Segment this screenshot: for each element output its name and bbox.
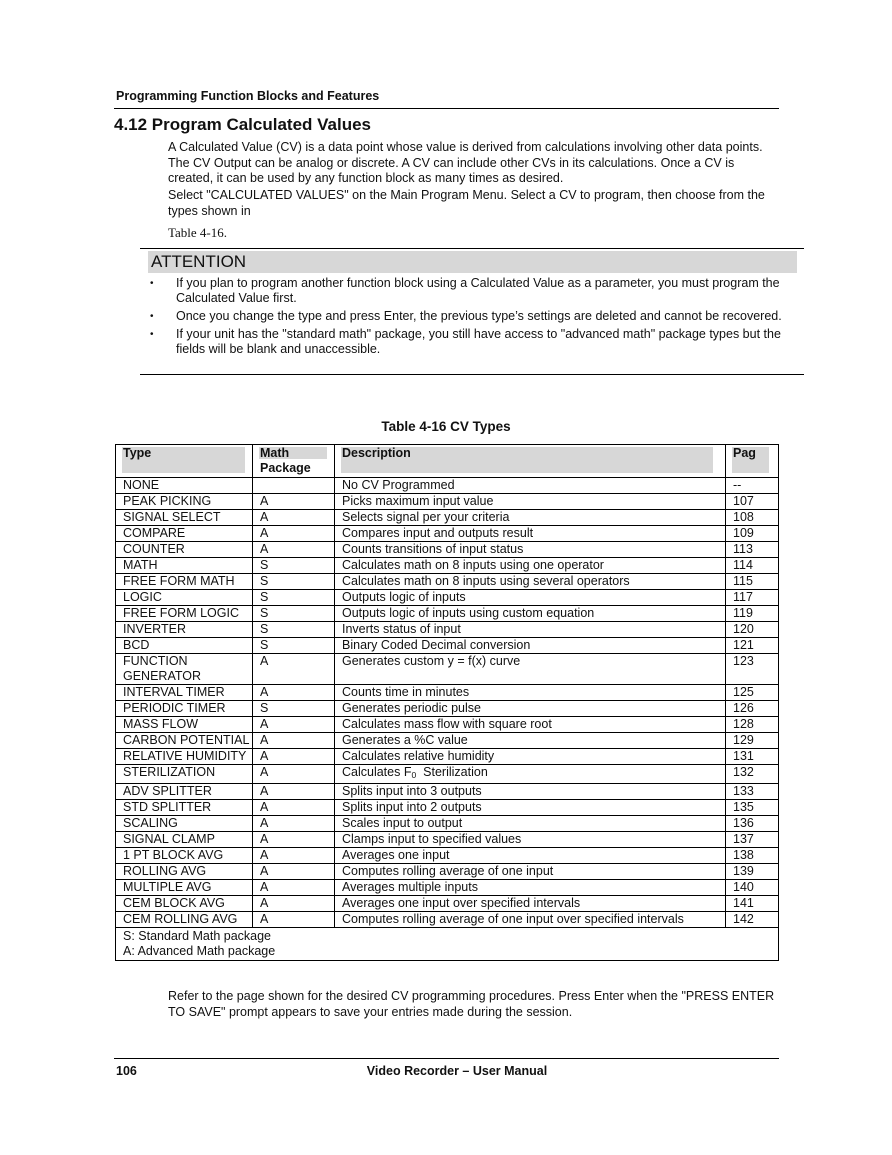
table-row xyxy=(116,717,779,733)
table-row xyxy=(116,816,779,832)
closing-paragraph: Refer to the page shown for the desired CV programming procedures. Press Enter when the "PRESS ENTER TO SAVE" prompt appears to save your entries made during the session. xyxy=(168,989,775,1019)
cell-math: S xyxy=(253,590,335,606)
cell-math: A xyxy=(253,864,335,880)
subscript: 0 xyxy=(411,770,417,780)
attention-top-rule xyxy=(140,248,804,249)
cell-math: A xyxy=(253,510,335,526)
cell-description: Splits input into 3 outputs xyxy=(335,784,726,800)
cell-type: LOGIC xyxy=(116,590,253,606)
cell-description: Averages one input over specified intervals xyxy=(335,896,726,912)
table-row xyxy=(116,701,779,717)
cell-page: 141 xyxy=(726,896,779,912)
cell-description: Counts time in minutes xyxy=(335,685,726,701)
table-row xyxy=(116,510,779,526)
page-number: 106 xyxy=(116,1064,137,1078)
table-footnote xyxy=(116,928,779,961)
cell-type: PEAK PICKING xyxy=(116,494,253,510)
cell-description: Computes rolling average of one input xyxy=(335,864,726,880)
cell-math: S xyxy=(253,638,335,654)
header-description: Description xyxy=(335,445,726,478)
cell-math: S xyxy=(253,606,335,622)
cell-page: 126 xyxy=(726,701,779,717)
header-rule xyxy=(114,108,779,109)
cell-type: PERIODIC TIMER xyxy=(116,701,253,717)
table-row xyxy=(116,800,779,816)
cell-math: A xyxy=(253,654,335,685)
cell-page: 131 xyxy=(726,749,779,765)
table-row xyxy=(116,558,779,574)
cell-description: Calculates math on 8 inputs using one operator xyxy=(335,558,726,574)
cell-type: COUNTER xyxy=(116,542,253,558)
cell-description: Averages multiple inputs xyxy=(335,880,726,896)
cell-description: Outputs logic of inputs xyxy=(335,590,726,606)
cell-description: Computes rolling average of one input over specified intervals xyxy=(335,912,726,928)
attention-item: • Once you change the type and press Enter, the previous type’s settings are deleted and cannot be recovered. xyxy=(150,309,782,323)
cell-page: 138 xyxy=(726,848,779,864)
cell-page: 115 xyxy=(726,574,779,590)
table-reference: Table 4-16. xyxy=(168,225,228,240)
cell-math: S xyxy=(253,574,335,590)
table-row xyxy=(116,494,779,510)
cell-page: 132 xyxy=(726,765,779,784)
cell-type: RELATIVE HUMIDITY xyxy=(116,749,253,765)
cell-description: Averages one input xyxy=(335,848,726,864)
cell-type: SCALING xyxy=(116,816,253,832)
footnote-advanced: A: Advanced Math package xyxy=(123,944,276,958)
table-row xyxy=(116,654,779,685)
cell-description: Outputs logic of inputs using custom equation xyxy=(335,606,726,622)
cell-page: 109 xyxy=(726,526,779,542)
cell-description: Calculates relative humidity xyxy=(335,749,726,765)
cell-page: -- xyxy=(726,478,779,494)
cell-page: 125 xyxy=(726,685,779,701)
cell-page: 114 xyxy=(726,558,779,574)
cell-math: A xyxy=(253,526,335,542)
table-row xyxy=(116,574,779,590)
cell-page: 119 xyxy=(726,606,779,622)
cell-page: 136 xyxy=(726,816,779,832)
cell-type: STERILIZATION xyxy=(116,765,253,784)
cell-page: 137 xyxy=(726,832,779,848)
cell-type: BCD xyxy=(116,638,253,654)
cell-page: 107 xyxy=(726,494,779,510)
attention-bottom-rule xyxy=(140,374,804,375)
cell-math: A xyxy=(253,717,335,733)
cell-math: S xyxy=(253,558,335,574)
cell-type: MATH xyxy=(116,558,253,574)
table-caption: Table 4-16 CV Types xyxy=(381,419,511,434)
cell-math: A xyxy=(253,912,335,928)
cell-description: Inverts status of input xyxy=(335,622,726,638)
attention-title: ATTENTION xyxy=(151,252,247,271)
cell-page: 139 xyxy=(726,864,779,880)
cell-description: Generates periodic pulse xyxy=(335,701,726,717)
cell-type: ADV SPLITTER xyxy=(116,784,253,800)
cell-page: 117 xyxy=(726,590,779,606)
cell-math: S xyxy=(253,622,335,638)
cell-math: A xyxy=(253,733,335,749)
cell-page: 142 xyxy=(726,912,779,928)
table-row xyxy=(116,848,779,864)
cell-type: STD SPLITTER xyxy=(116,800,253,816)
table-row xyxy=(116,864,779,880)
table-header-row xyxy=(116,445,779,478)
cell-math: A xyxy=(253,848,335,864)
cell-type: SIGNAL CLAMP xyxy=(116,832,253,848)
cell-description: Selects signal per your criteria xyxy=(335,510,726,526)
header-page: Pag xyxy=(726,445,779,478)
section-title: 4.12 Program Calculated Values xyxy=(114,115,372,134)
cell-page: 120 xyxy=(726,622,779,638)
header-type: Type xyxy=(116,445,253,478)
cell-description: Picks maximum input value xyxy=(335,494,726,510)
running-header: Programming Function Blocks and Features xyxy=(116,89,380,103)
cell-type: CARBON POTENTIAL xyxy=(116,733,253,749)
cell-math: A xyxy=(253,896,335,912)
cell-page: 140 xyxy=(726,880,779,896)
cell-description: Generates custom y = f(x) curve xyxy=(335,654,726,685)
cell-type: INVERTER xyxy=(116,622,253,638)
cell-math: S xyxy=(253,701,335,717)
table-row xyxy=(116,784,779,800)
table-row xyxy=(116,912,779,928)
instruction-paragraph: Select "CALCULATED VALUES" on the Main Program Menu. Select a CV to program, then choose from the types shown in xyxy=(168,188,765,218)
attention-item: • If your unit has the "standard math" package, you still have access to "advanced math" package types but the fields will be blank and unaccessible. xyxy=(150,327,781,356)
intro-paragraph: A Calculated Value (CV) is a data point whose value is derived from calculations involving other data points. The CV Output can be analog or discrete. A CV can include other CVs in its calculations. Once a CV is created, it can be used by any function block as many times as desired. xyxy=(168,140,763,185)
cell-math: A xyxy=(253,494,335,510)
cell-type: MASS FLOW xyxy=(116,717,253,733)
table-row xyxy=(116,478,779,494)
table-row xyxy=(116,590,779,606)
cell-page: 135 xyxy=(726,800,779,816)
cell-page: 108 xyxy=(726,510,779,526)
table-row xyxy=(116,765,779,784)
footer-title: Video Recorder – User Manual xyxy=(366,1064,548,1078)
cell-description: Compares input and outputs result xyxy=(335,526,726,542)
table-row xyxy=(116,638,779,654)
cell-type: CEM ROLLING AVG xyxy=(116,912,253,928)
footer-rule xyxy=(114,1058,779,1059)
cell-type: COMPARE xyxy=(116,526,253,542)
cell-page: 123 xyxy=(726,654,779,685)
cell-math: A xyxy=(253,800,335,816)
cell-description: No CV Programmed xyxy=(335,478,726,494)
cell-math: A xyxy=(253,685,335,701)
cell-description: Calculates $F_0$ Sterilization xyxy=(335,765,726,784)
cell-type: MULTIPLE AVG xyxy=(116,880,253,896)
bullet-icon: • xyxy=(150,278,154,289)
table-row xyxy=(116,685,779,701)
table-row xyxy=(116,606,779,622)
table-footnote-row xyxy=(116,928,779,961)
table-row xyxy=(116,896,779,912)
cell-type: FUNCTION GENERATOR xyxy=(116,654,253,685)
cell-type: INTERVAL TIMER xyxy=(116,685,253,701)
cell-page: 133 xyxy=(726,784,779,800)
cell-description: Calculates mass flow with square root xyxy=(335,717,726,733)
table-row xyxy=(116,832,779,848)
attention-list xyxy=(140,276,804,360)
cell-type: SIGNAL SELECT xyxy=(116,510,253,526)
cell-type: 1 PT BLOCK AVG xyxy=(116,848,253,864)
header-math-package: Math Package xyxy=(253,445,335,478)
cell-page: 113 xyxy=(726,542,779,558)
cell-page: 121 xyxy=(726,638,779,654)
cell-description: Clamps input to specified values xyxy=(335,832,726,848)
table-row xyxy=(116,880,779,896)
cell-math: A xyxy=(253,816,335,832)
cell-math: A xyxy=(253,765,335,784)
cell-page: 129 xyxy=(726,733,779,749)
footnote-standard: S: Standard Math package xyxy=(123,929,272,943)
cell-type: CEM BLOCK AVG xyxy=(116,896,253,912)
cell-description: Scales input to output xyxy=(335,816,726,832)
cell-type: FREE FORM MATH xyxy=(116,574,253,590)
cell-type: FREE FORM LOGIC xyxy=(116,606,253,622)
table-row xyxy=(116,622,779,638)
table-row xyxy=(116,542,779,558)
cell-math: A xyxy=(253,832,335,848)
bullet-icon: • xyxy=(150,311,154,322)
cell-math: A xyxy=(253,784,335,800)
table-row xyxy=(116,733,779,749)
cell-type: NONE xyxy=(116,478,253,494)
cell-math xyxy=(253,478,335,494)
cell-description: Generates a %C value xyxy=(335,733,726,749)
cell-description: Binary Coded Decimal conversion xyxy=(335,638,726,654)
cell-description: Calculates math on 8 inputs using several operators xyxy=(335,574,726,590)
cell-math: A xyxy=(253,749,335,765)
cv-types-table xyxy=(115,444,779,961)
table-row xyxy=(116,749,779,765)
bullet-icon: • xyxy=(150,329,154,340)
cell-page: 128 xyxy=(726,717,779,733)
cell-math: A xyxy=(253,542,335,558)
table-row xyxy=(116,526,779,542)
cell-type: ROLLING AVG xyxy=(116,864,253,880)
attention-item: • If you plan to program another function block using a Calculated Value as a parameter, you must program the Calculated Value first. xyxy=(150,276,780,305)
cell-math: A xyxy=(253,880,335,896)
cell-description: Counts transitions of input status xyxy=(335,542,726,558)
cell-description: Splits input into 2 outputs xyxy=(335,800,726,816)
